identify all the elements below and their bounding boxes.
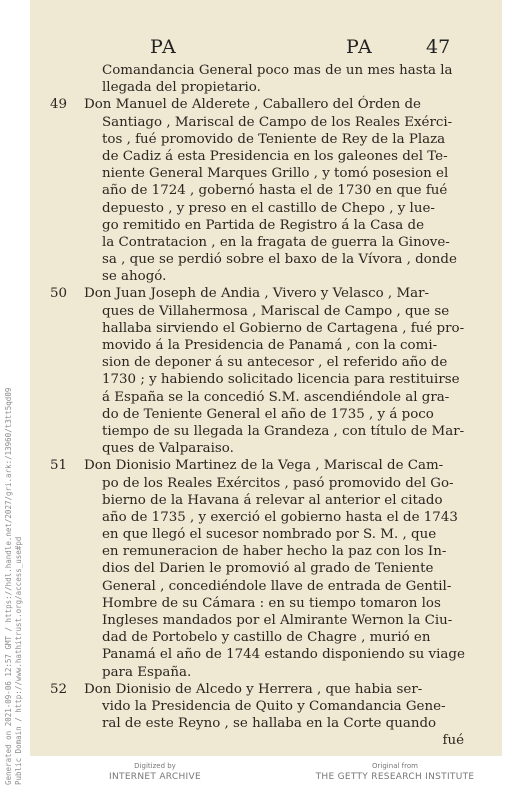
text-line [84, 560, 464, 577]
line-text: dad de Portobelo y castillo de Chagre , murió en [102, 630, 431, 646]
text-line [84, 715, 464, 732]
line-text: Don Juan Joseph de Andia , Vivero y Velasco , Mar- [84, 286, 430, 302]
line-text: para España. [102, 664, 192, 680]
rights-note: Public Domain / http://www.hathitrust.org/access_use#pd [14, 536, 23, 785]
generation-note: Generated on 2021-09-06 12:57 GMT / https://hdl.handle.net/2027/gri.ark:/13960/t3tt5qd09 [4, 387, 13, 785]
original-from-label: Original from [372, 762, 418, 770]
text-line [84, 165, 464, 182]
text-line [84, 251, 464, 268]
book-page [30, 0, 502, 756]
line-text: Comandancia General poco mas de un mes hasta la [102, 63, 453, 78]
line-text: depuesto , y preso en el castillo de Chepo , y lue- [102, 200, 435, 216]
text-line [84, 114, 464, 131]
digitization-footer [0, 762, 510, 800]
line-text: Don Dionisio Martinez de la Vega , Mariscal de Cam- [84, 458, 444, 474]
text-line [84, 131, 464, 148]
text-line [84, 62, 464, 79]
line-text: sion de deponer á su antecesor , el referido año de [102, 355, 448, 371]
line-text: hallaba sirviendo el Gobierno de Cartagena , fué pro- [102, 320, 465, 336]
text-line [84, 646, 464, 663]
text-line [84, 234, 464, 251]
line-text: tos , fué promovido de Teniente de Rey de la Plaza [102, 131, 446, 147]
line-text: de Cadiz á esta Presidencia en los galeones del Te- [102, 148, 448, 164]
page-number: 47 [426, 36, 451, 58]
text-line [84, 217, 464, 234]
line-text: en remuneracion de haber hecho la paz con los In- [102, 544, 447, 560]
text-line [84, 612, 464, 629]
text-line [84, 79, 464, 96]
line-text: bierno de la Havana á relevar al anterior el citado [102, 492, 443, 508]
digitized-by-label: Digitized by [134, 762, 176, 770]
text-line [50, 457, 464, 474]
catchword: fué [442, 733, 464, 749]
line-text: go remitido en Partida de Registro á la Casa de [102, 217, 425, 233]
line-text: Panamá el año de 1744 estando disponiendo su viage [102, 647, 465, 663]
line-text: Hombre de su Cámara : en su tiempo tomaron los [102, 595, 441, 611]
line-text: ral de este Reyno , se hallaba en la Corte quando [102, 716, 437, 732]
paragraph-number: 50 [50, 286, 68, 302]
text-line [84, 629, 464, 646]
line-text: Don Manuel de Alderete , Caballero del Órden de [84, 97, 421, 113]
digitized-by [90, 762, 220, 782]
line-text: General , concediéndole llave de entrada de Gentil- [102, 578, 452, 594]
body-text [50, 62, 465, 750]
line-text: llegada del propietario. [102, 80, 261, 96]
text-line [84, 303, 464, 320]
line-text: movido á la Presidencia de Panamá , con la comi- [102, 338, 438, 353]
line-text: la Contratacion , en la fragata de guerra la Ginove- [102, 234, 450, 250]
source-institution: THE GETTY RESEARCH INSTITUTE [315, 772, 475, 782]
text-line [84, 526, 464, 543]
line-text: niente General Marques Grillo , y tomó posesion el [102, 166, 449, 182]
text-line [84, 320, 464, 337]
text-line [84, 182, 464, 199]
text-line [84, 406, 464, 423]
line-text: en que llegó el sucesor nombrado por S. M. , que [102, 527, 437, 543]
line-text: sa , que se perdió sobre el baxo de la Vívora , donde [102, 252, 457, 268]
text-line [84, 200, 464, 217]
text-line [84, 268, 464, 285]
text-line [84, 371, 464, 388]
text-line [84, 578, 464, 595]
line-text: Don Dionisio de Alcedo y Herrera , que habia ser- [84, 681, 423, 697]
text-line [84, 698, 464, 715]
text-line [84, 389, 464, 406]
line-text: dios del Darien le promovió al grado de Teniente [102, 561, 434, 577]
line-text: vido la Presidencia de Quito y Comandancia Gene- [102, 698, 446, 714]
text-line [84, 354, 464, 371]
text-line [84, 664, 464, 681]
running-head-left: PA [150, 36, 177, 58]
line-text: 1730 ; y habiendo solicitado licencia para restituirse [102, 372, 460, 388]
line-text: do de Teniente General el año de 1735 , y á poco [102, 406, 434, 422]
line-text: Santiago , Mariscal de Campo de los Reales Exérci- [102, 114, 453, 130]
text-line [50, 285, 464, 302]
digitizer-name: INTERNET ARCHIVE [109, 772, 201, 782]
line-text: tiempo de su llegada la Grandeza , con título de Mar- [102, 423, 465, 439]
line-text: á España se la concedió S.M. ascendiéndole al gra- [102, 389, 450, 405]
text-line [84, 509, 464, 526]
text-line [84, 148, 464, 165]
text-line [84, 440, 464, 457]
hathitrust-watermark [2, 387, 26, 790]
line-text: po de los Reales Exércitos , pasó promovido del Go- [102, 475, 454, 491]
line-text: año de 1724 , gobernó hasta el de 1730 en que fué [102, 183, 448, 199]
line-text: ques de Villahermosa , Mariscal de Campo , que se [102, 303, 450, 319]
original-from [300, 762, 490, 782]
running-head-center: PA [346, 36, 373, 58]
line-text: Ingleses mandados por el Almirante Wernon la Ciu- [102, 613, 453, 628]
line-text: año de 1735 , y exerció el gobierno hasta el de 1743 [102, 509, 458, 525]
line-text: ques de Valparaiso. [102, 441, 234, 457]
text-line [50, 96, 464, 113]
text-line [50, 681, 464, 698]
text-line [84, 475, 464, 492]
text-line [84, 543, 464, 560]
paragraph-number: 51 [50, 458, 68, 474]
text-line [84, 423, 464, 440]
line-text: se ahogó. [102, 269, 167, 285]
text-line [84, 492, 464, 509]
text-line [84, 595, 464, 612]
paragraph-number: 49 [50, 97, 68, 113]
text-line [84, 337, 464, 354]
paragraph-number: 52 [50, 681, 68, 697]
